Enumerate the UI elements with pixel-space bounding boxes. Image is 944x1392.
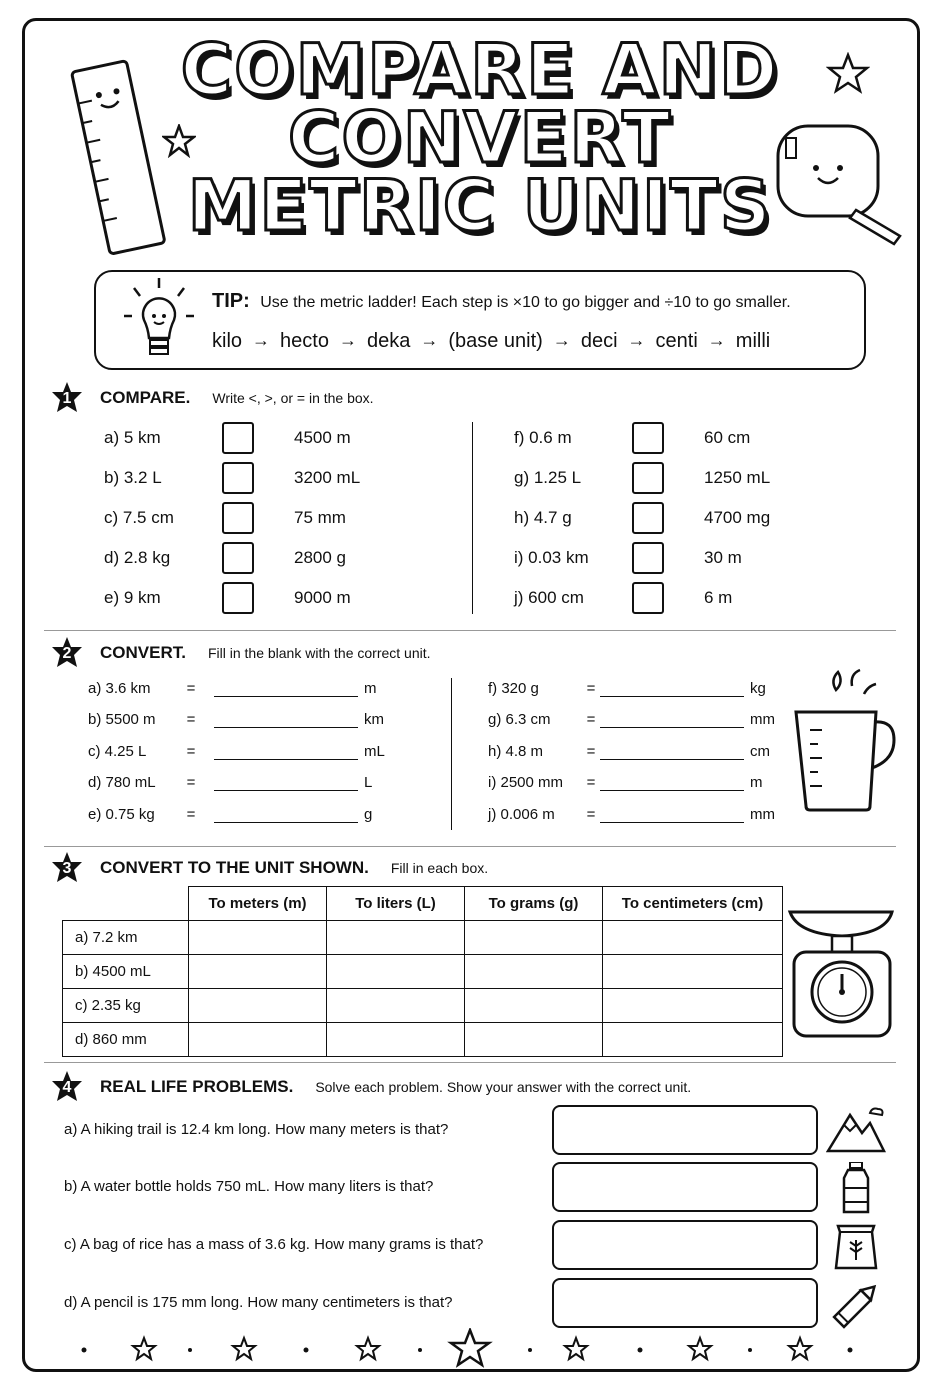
item-value: 6 m	[704, 588, 733, 607]
compare-item	[514, 542, 824, 574]
item-label: a) 3.6 km	[88, 680, 151, 697]
tape-measure-icon	[772, 118, 912, 248]
item-label: c) 4.25 L	[88, 743, 147, 760]
item-label: g) 6.3 cm	[488, 711, 551, 728]
answer-cell[interactable]	[189, 989, 327, 1023]
pencil-icon	[826, 1278, 886, 1332]
answer-cell[interactable]	[603, 921, 783, 955]
answer-cell[interactable]	[603, 989, 783, 1023]
column-header: To grams (g)	[465, 887, 603, 921]
target-unit: g	[364, 806, 373, 823]
word-problem	[64, 1278, 904, 1330]
target-unit: m	[750, 774, 763, 791]
answer-box[interactable]	[552, 1105, 818, 1155]
word-problem	[64, 1162, 904, 1214]
item-label: h) 4.7 g	[514, 508, 572, 527]
answer-cell[interactable]	[189, 921, 327, 955]
target-unit: mm	[750, 711, 775, 728]
item-label: i) 0.03 km	[514, 548, 589, 567]
column-divider	[472, 422, 473, 614]
item-label: h) 4.8 m	[488, 743, 544, 760]
answer-box[interactable]	[632, 582, 664, 614]
problem-text: b) A water bottle holds 750 mL. How many liters is that?	[64, 1178, 434, 1195]
item-value: 3200 mL	[294, 468, 361, 487]
target-unit: mm	[750, 806, 775, 823]
equals-sign: =	[586, 680, 596, 697]
ladder-step: deci	[580, 330, 618, 352]
item-value: 30 m	[704, 548, 742, 567]
table-row	[63, 955, 783, 989]
section-instruction: Write <, >, or = in the box.	[212, 390, 374, 406]
section-number-badge: 2	[50, 636, 84, 670]
answer-blank[interactable]	[214, 775, 358, 791]
star-icon	[162, 124, 196, 158]
compare-item	[514, 462, 824, 494]
convert-item	[488, 806, 790, 823]
section-title: CONVERT TO THE UNIT SHOWN.	[100, 858, 369, 877]
arrow-right-icon: →	[707, 330, 726, 350]
answer-box[interactable]	[552, 1278, 818, 1328]
item-label: i) 2500 mm	[488, 774, 564, 791]
item-label: e) 0.75 kg	[88, 806, 155, 823]
table-header-row	[63, 887, 783, 921]
item-label: d) 2.8 kg	[104, 548, 171, 567]
equals-sign: =	[186, 743, 196, 760]
section-title: COMPARE.	[100, 388, 191, 407]
ladder-step: deka	[366, 330, 411, 352]
convert-item	[488, 743, 790, 760]
answer-blank[interactable]	[600, 681, 744, 697]
ladder-step: centi	[655, 330, 698, 352]
answer-cell[interactable]	[327, 921, 465, 955]
equals-sign: =	[186, 680, 196, 697]
convert-item	[488, 680, 790, 697]
column-header: To liters (L)	[327, 887, 465, 921]
row-label: d) 860 mm	[63, 1023, 189, 1057]
answer-blank[interactable]	[214, 744, 358, 760]
convert-item	[88, 680, 404, 697]
item-label: c) 7.5 cm	[104, 508, 174, 527]
tip-box	[94, 270, 866, 370]
metric-ladder	[212, 330, 770, 353]
answer-cell[interactable]	[327, 955, 465, 989]
compare-item	[514, 582, 824, 614]
equals-sign: =	[186, 711, 196, 728]
target-unit: kg	[750, 680, 766, 697]
answer-blank[interactable]	[600, 712, 744, 728]
convert-item	[88, 806, 404, 823]
answer-cell[interactable]	[465, 1023, 603, 1057]
compare-item	[104, 462, 414, 494]
item-label: g) 1.25 L	[514, 468, 582, 487]
column-header: To meters (m)	[189, 887, 327, 921]
answer-cell[interactable]	[603, 955, 783, 989]
ladder-step: kilo	[212, 330, 243, 352]
arrow-right-icon: →	[338, 330, 357, 350]
row-label: b) 4500 mL	[63, 955, 189, 989]
answer-box[interactable]	[222, 502, 254, 534]
answer-cell[interactable]	[189, 955, 327, 989]
answer-blank[interactable]	[600, 744, 744, 760]
equals-sign: =	[586, 711, 596, 728]
answer-box[interactable]	[222, 462, 254, 494]
table-row	[63, 1023, 783, 1057]
target-unit: mL	[364, 743, 385, 760]
section-1-header	[50, 381, 374, 415]
answer-blank[interactable]	[214, 681, 358, 697]
word-problem	[64, 1220, 904, 1272]
convert-item	[88, 774, 404, 791]
column-divider	[451, 678, 452, 830]
convert-item	[88, 711, 404, 728]
answer-box[interactable]	[222, 582, 254, 614]
compare-item	[104, 582, 414, 614]
answer-cell[interactable]	[327, 1023, 465, 1057]
compare-item	[514, 502, 824, 534]
table-corner	[63, 887, 189, 921]
target-unit: km	[364, 711, 384, 728]
item-value: 2800 g	[294, 548, 346, 567]
row-label: a) 7.2 km	[63, 921, 189, 955]
word-problem	[64, 1105, 904, 1157]
measuring-cup-icon	[790, 660, 900, 820]
section-instruction: Solve each problem. Show your answer with the correct unit.	[315, 1079, 692, 1095]
item-label: e) 9 km	[104, 588, 161, 607]
rice-bag-icon	[826, 1220, 886, 1274]
arrow-right-icon: →	[552, 330, 571, 350]
item-label: j) 0.006 m	[488, 806, 555, 823]
ladder-step: milli	[735, 330, 771, 352]
equals-sign: =	[186, 774, 196, 791]
table-row	[63, 921, 783, 955]
section-number-badge: 1	[50, 381, 84, 415]
section-divider	[44, 630, 896, 631]
compare-item	[514, 422, 824, 454]
answer-box[interactable]	[552, 1162, 818, 1212]
item-label: b) 3.2 L	[104, 468, 162, 487]
item-label: a) 5 km	[104, 428, 161, 447]
title-line-3: METRIC UNITS	[187, 165, 773, 247]
answer-blank[interactable]	[214, 712, 358, 728]
compare-item	[104, 422, 414, 454]
section-divider	[44, 846, 896, 847]
star-icon	[826, 52, 870, 96]
equals-sign: =	[586, 806, 596, 823]
answer-cell[interactable]	[465, 989, 603, 1023]
compare-item	[104, 542, 414, 574]
convert-item	[88, 743, 404, 760]
answer-blank[interactable]	[214, 807, 358, 823]
title-line-2: CONVERT	[288, 97, 672, 179]
section-instruction: Fill in the blank with the correct unit.	[207, 645, 431, 661]
section-title: CONVERT.	[100, 643, 186, 662]
arrow-right-icon: →	[420, 330, 439, 350]
item-value: 9000 m	[294, 588, 351, 607]
problem-text: d) A pencil is 175 mm long. How many centimeters is that?	[64, 1294, 453, 1311]
answer-box[interactable]	[222, 422, 254, 454]
answer-box[interactable]	[632, 422, 664, 454]
conversion-table	[62, 886, 783, 1057]
section-instruction: Fill in each box.	[390, 860, 489, 876]
answer-box[interactable]	[222, 542, 254, 574]
water-bottle-icon	[826, 1162, 886, 1216]
tip-text	[212, 290, 791, 313]
arrow-right-icon: →	[627, 330, 646, 350]
answer-box[interactable]	[552, 1220, 818, 1270]
table-row	[63, 989, 783, 1023]
equals-sign: =	[586, 774, 596, 791]
target-unit: m	[364, 680, 377, 697]
target-unit: cm	[750, 743, 770, 760]
tip-description: Use the metric ladder! Each step is ×10 to go bigger and ÷10 to go smaller.	[260, 294, 791, 311]
answer-cell[interactable]	[327, 989, 465, 1023]
section-2-header	[50, 636, 431, 670]
compare-item	[104, 502, 414, 534]
item-value: 60 cm	[704, 428, 751, 447]
section-number-badge: 4	[50, 1070, 84, 1104]
title-line-1: COMPARE AND	[180, 29, 780, 111]
item-label: b) 5500 m	[88, 711, 156, 728]
ladder-step: (base unit)	[448, 330, 543, 352]
item-value: 4700 mg	[704, 508, 771, 527]
column-header: To centimeters (cm)	[603, 887, 783, 921]
equals-sign: =	[586, 743, 596, 760]
item-label: j) 600 cm	[514, 588, 584, 607]
answer-blank[interactable]	[600, 775, 744, 791]
section-title: REAL LIFE PROBLEMS.	[100, 1077, 294, 1096]
kitchen-scale-icon	[786, 904, 898, 1044]
mountain-icon	[826, 1105, 886, 1155]
convert-item	[488, 711, 790, 728]
section-4-header	[50, 1070, 691, 1104]
arrow-right-icon: →	[252, 330, 271, 350]
answer-box[interactable]	[632, 502, 664, 534]
answer-cell[interactable]	[189, 1023, 327, 1057]
light-bulb-icon	[124, 276, 194, 368]
target-unit: L	[364, 774, 373, 791]
answer-box[interactable]	[632, 462, 664, 494]
ladder-step: hecto	[280, 330, 329, 352]
problem-text: c) A bag of rice has a mass of 3.6 kg. How many grams is that?	[64, 1236, 484, 1253]
row-label: c) 2.35 kg	[63, 989, 189, 1023]
item-label: f) 320 g	[488, 680, 539, 697]
item-value: 75 mm	[294, 508, 346, 527]
answer-cell[interactable]	[603, 1023, 783, 1057]
answer-box[interactable]	[632, 542, 664, 574]
section-3-header	[50, 851, 488, 885]
answer-cell[interactable]	[465, 955, 603, 989]
item-label: f) 0.6 m	[514, 428, 572, 447]
star-border-decoration	[60, 1328, 880, 1372]
item-value: 4500 m	[294, 428, 351, 447]
item-value: 1250 mL	[704, 468, 771, 487]
section-number-badge: 3	[50, 851, 84, 885]
answer-cell[interactable]	[465, 921, 603, 955]
tip-label: TIP:	[212, 290, 250, 312]
equals-sign: =	[186, 806, 196, 823]
section-divider	[44, 1062, 896, 1063]
problem-text: a) A hiking trail is 12.4 km long. How many meters is that?	[64, 1121, 449, 1138]
convert-item	[488, 774, 790, 791]
answer-blank[interactable]	[600, 807, 744, 823]
item-label: d) 780 mL	[88, 774, 156, 791]
worksheet-title	[180, 29, 780, 247]
